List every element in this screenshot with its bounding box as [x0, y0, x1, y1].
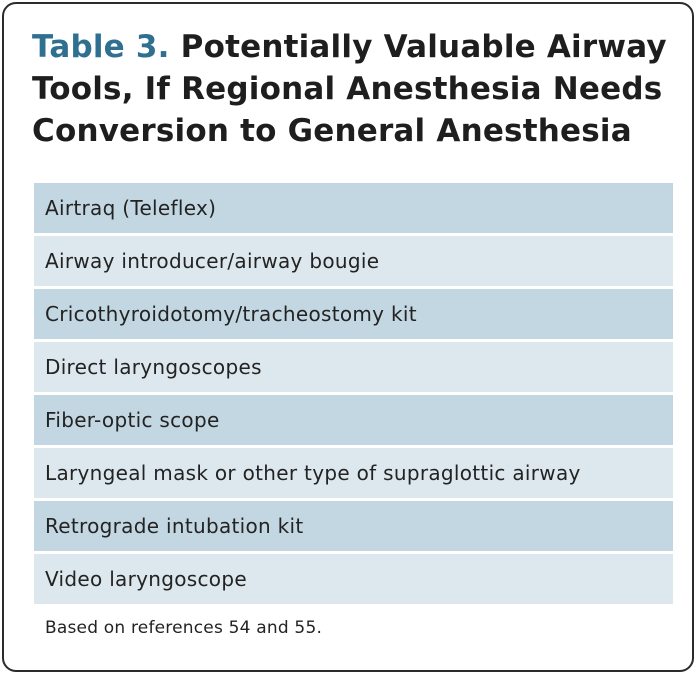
table-row: Airtraq (Teleflex): [34, 183, 673, 233]
table-card: [2, 2, 694, 672]
table-row: Direct laryngoscopes: [34, 342, 673, 392]
table-row: Laryngeal mask or other type of supraglottic airway: [34, 448, 673, 498]
table-row: Retrograde intubation kit: [34, 501, 673, 551]
table-row: Cricothyroidotomy/tracheostomy kit: [34, 289, 673, 339]
table-label: Table 3.: [32, 29, 170, 65]
table-row: Video laryngoscope: [34, 554, 673, 604]
table-row: Fiber-optic scope: [34, 395, 673, 445]
table-title: [32, 26, 672, 152]
table-title-text: Potentially Valuable Airway Tools, If Regional Anesthesia Needs Conversion to General Anesthesia: [32, 29, 667, 149]
tools-table: [34, 183, 673, 607]
table-row: Airway introducer/airway bougie: [34, 236, 673, 286]
table-footnote: Based on references 54 and 55.: [45, 618, 323, 638]
